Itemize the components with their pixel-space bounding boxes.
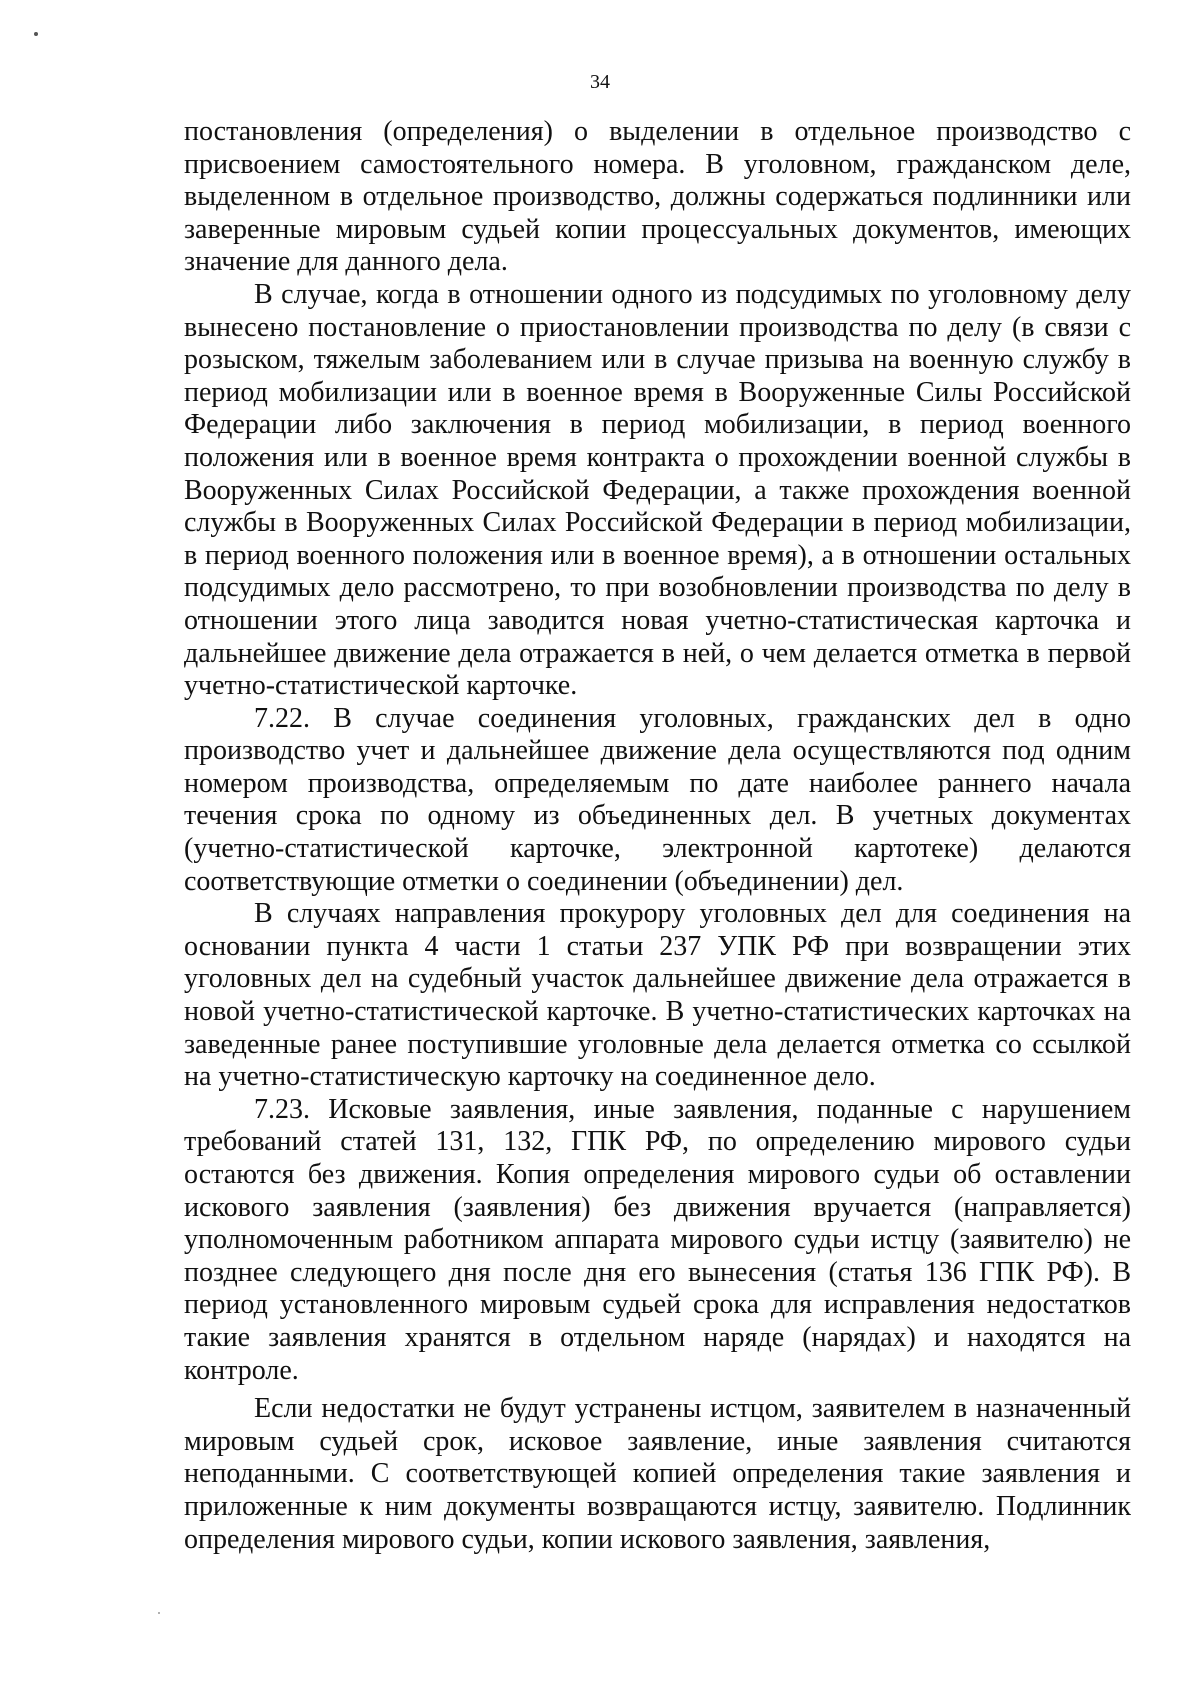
document-body xyxy=(184,116,1131,1556)
scan-speck xyxy=(34,32,38,36)
paragraph: В случаях направления прокурору уголовных дел для соединения на основании пункта 4 части 1 статьи 237 УПК РФ при возвращении этих уголовных дел на судебный участок дальнейшее движение дела отражается в новой учетно-статистической карточке. В учетно-статистических карточках на заведенные ранее поступившие уголовные дела делается отметка со ссылкой на учетно-статистическую карточку на соединенное дело. xyxy=(184,898,1131,1093)
scan-speck xyxy=(158,1612,160,1614)
page-number: 34 xyxy=(590,71,610,93)
paragraph: постановления (определения) о выделении в отдельное производство с присвоением самостоятельного номера. В уголовном, гражданском деле, выделенном в отдельное производство, должны содержаться подлинники или заверенные мировым судьей копии процессуальных документов, имеющих значение для данного дела. xyxy=(184,116,1131,278)
paragraph: В случае, когда в отношении одного из подсудимых по уголовному делу вынесено постановление о приостановлении производства по делу (в связи с розыском, тяжелым заболеванием или в случае призыва на военную службу в период мобилизации или в военное время в Вооруженные Силы Российской Федерации либо заключения в период мобилизации, в период военного положения или в военное время контракта о прохождении военной службы в Вооруженных Силах Российской Федерации, а также прохождения военной службы в Вооруженных Силах Российской Федерации в период мобилизации, в период военного положения или в военное время), а в отношении остальных подсудимых дело рассмотрено, то при возобновлении производства по делу в отношении этого лица заводится новая учетно-статистическая карточка и дальнейшее движение дела отражается в ней, о чем делается отметка в первой учетно-статистической карточке. xyxy=(184,278,1131,702)
paragraph-section-7-23: 7.23. Исковые заявления, иные заявления, поданные с нарушением требований статей 131, 132, ГПК РФ, по определению мирового судьи остаются без движения. Копия определения мирового судьи об оставлении искового заявления (заявления) без движения вручается (направляется) уполномоченным работником аппарата мирового судьи истцу (заявителю) не позднее следующего дня после дня его вынесения (статья 136 ГПК РФ). В период установленного мировым судьей срока для исправления недостатков такие заявления хранятся в отдельном наряде (нарядах) и находятся на контроле. xyxy=(184,1093,1131,1386)
paragraph: Если недостатки не будут устранены истцом, заявителем в назначенный мировым судьей срок, исковое заявление, иные заявления считаются неподанными. С соответствующей копией определения такие заявления и приложенные к ним документы возвращаются истцу, заявителю. Подлинник определения мирового судьи, копии искового заявления, заявления, xyxy=(184,1393,1131,1555)
paragraph-section-7-22: 7.22. В случае соединения уголовных, гражданских дел в одно производство учет и дальнейшее движение дела осуществляются под одним номером производства, определяемым по дате наиболее раннего начала течения срока по одному из объединенных дел. В учетных документах (учетно-статистической карточке, электронной картотеке) делаются соответствующие отметки о соединении (объединении) дел. xyxy=(184,702,1131,897)
